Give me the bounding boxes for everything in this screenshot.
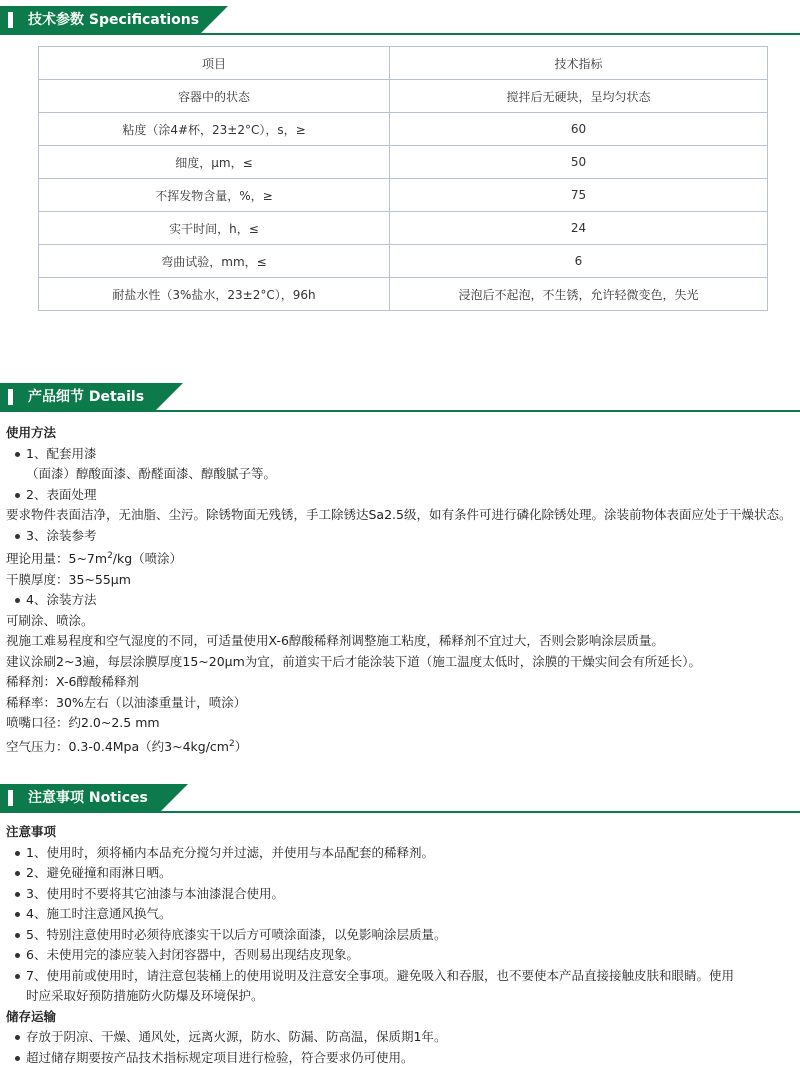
header-accent xyxy=(8,790,13,806)
header-accent xyxy=(8,12,13,28)
table-cell: 浸泡后不起泡，不生锈，允许轻微变色，失光 xyxy=(390,278,768,311)
list-item: 1、配套用漆 xyxy=(6,444,796,465)
list-item: 超过储存期要按产品技术指标规定项目进行检验，符合要求仍可使用。 xyxy=(6,1048,796,1068)
list-item: 1、使用时，须将桶内本品充分搅匀并过滤，并使用与本品配套的稀释剂。 xyxy=(6,843,796,864)
list-item: 3、涂装参考 xyxy=(6,526,796,547)
list-item: 3、使用时不要将其它油漆与本油漆混合使用。 xyxy=(6,884,796,905)
list-item: 4、施工时注意通风换气。 xyxy=(6,904,796,925)
details-list xyxy=(6,444,796,465)
table-row xyxy=(39,80,768,113)
detail-line: 稀释率：30%左右（以油漆重量计，喷涂） xyxy=(6,693,796,714)
section-header-details xyxy=(0,383,800,411)
detail-line: （面漆）醇酸面漆、酚醛面漆、醇酸腻子等。 xyxy=(6,464,796,485)
storage-heading: 储存运输 xyxy=(6,1007,796,1028)
table-cell: 搅拌后无硬块，呈均匀状态 xyxy=(390,80,768,113)
detail-line: 可刷涂、喷涂。 xyxy=(6,611,796,632)
list-item: 7、使用前或使用时，请注意包装桶上的使用说明及注意安全事项。避免吸入和吞服，也不要使本产品直接接触皮肤和眼睛。使用时应采取好预防措施防火防爆及环境保护。 xyxy=(6,966,796,1007)
table-cell: 细度，μm，≤ xyxy=(39,146,390,179)
notices-heading: 注意事项 xyxy=(6,822,796,843)
section-title: 注意事项 Notices xyxy=(28,790,148,806)
table-cell: 75 xyxy=(390,179,768,212)
details-content xyxy=(6,423,796,757)
table-cell: 6 xyxy=(390,245,768,278)
detail-line: 建议涂刷2~3遍，每层涂膜厚度15~20μm为宜，前道实干后才能涂装下道（施工温度太低时，涂膜的干燥实间会有所延长）。 xyxy=(6,652,796,673)
table-cell: 容器中的状态 xyxy=(39,80,390,113)
list-item: 5、特别注意使用时必须待底漆实干以后方可喷涂面漆，以免影响涂层质量。 xyxy=(6,925,796,946)
table-cell: 不挥发物含量，%，≥ xyxy=(39,179,390,212)
detail-line: 理论用量：$5\sim 7m^2/kg$（喷涂） xyxy=(6,546,796,570)
spec-table xyxy=(38,46,768,311)
detail-line: 稀释剂：X-6醇酸稀释剂 xyxy=(6,672,796,693)
details-heading: 使用方法 xyxy=(6,423,796,444)
list-item: 6、未使用完的漆应装入封闭容器中，否则易出现结皮现象。 xyxy=(6,945,796,966)
table-row xyxy=(39,146,768,179)
section-title: 技术参数 Specifications xyxy=(28,12,199,28)
table-cell: 耐盐水性（3%盐水，23±2°C），96h xyxy=(39,278,390,311)
section-header-spec xyxy=(0,6,800,34)
notices-list xyxy=(6,843,796,1007)
storage-list xyxy=(6,1027,796,1068)
table-header-row xyxy=(39,47,768,80)
table-row xyxy=(39,113,768,146)
detail-line: 视施工难易程度和空气湿度的不同，可适量使用X-6醇酸稀释剂调整施工粘度，稀释剂不宜过大，否则会影响涂层质量。 xyxy=(6,631,796,652)
table-header-cell: 项目 xyxy=(39,47,390,80)
table-cell: 实干时间，h，≤ xyxy=(39,212,390,245)
list-item: 存放于阴凉、干燥、通风处，远离火源，防水、防漏、防高温，保质期1年。 xyxy=(6,1027,796,1048)
table-header-cell: 技术指标 xyxy=(390,47,768,80)
table-cell: 50 xyxy=(390,146,768,179)
table-cell: 弯曲试验，mm，≤ xyxy=(39,245,390,278)
table-row xyxy=(39,245,768,278)
detail-line: 喷嘴口径：约2.0~2.5 mm xyxy=(6,713,796,734)
notices-content xyxy=(6,822,796,1068)
detail-line: 干膜厚度：35~55μm xyxy=(6,570,796,591)
section-title: 产品细节 Details xyxy=(28,389,144,405)
list-item: 4、涂装方法 xyxy=(6,590,796,611)
table-cell: 24 xyxy=(390,212,768,245)
detail-line: 要求物件表面洁净，无油脂、尘污。除锈物面无残锈，手工除锈达Sa2.5级，如有条件可进行磷化除锈处理。涂装前物体表面应处于干燥状态。 xyxy=(6,505,796,526)
table-row xyxy=(39,179,768,212)
header-accent xyxy=(8,389,13,405)
list-item: 2、表面处理 xyxy=(6,485,796,506)
list-item: 2、避免碰撞和雨淋日晒。 xyxy=(6,863,796,884)
table-cell: 60 xyxy=(390,113,768,146)
section-header-notices xyxy=(0,784,800,812)
detail-line: 空气压力：0.3-0.4Mpa（约$3\sim 4kg/cm^2$） xyxy=(6,734,796,758)
table-cell: 粘度（涂4#杯，23±2°C），s，≥ xyxy=(39,113,390,146)
table-row xyxy=(39,278,768,311)
table-row xyxy=(39,212,768,245)
